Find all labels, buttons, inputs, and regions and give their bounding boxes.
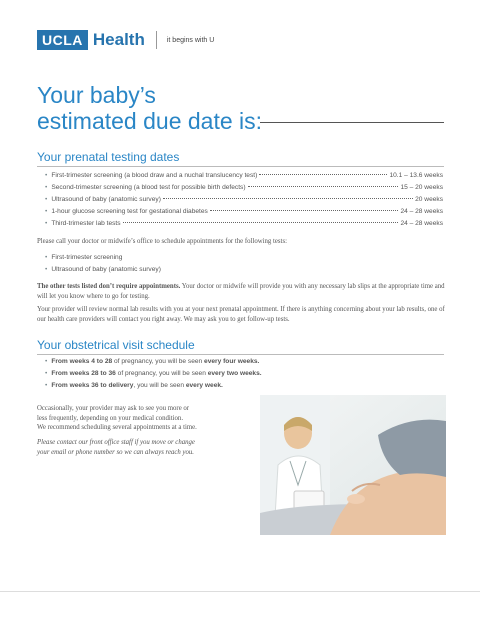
list-item: • Third-trimester lab tests 24 – 28 weeks bbox=[45, 220, 443, 227]
list-item: • First-trimester screening (a blood draw and a nuchal translucency test) 10.1 – 13.6 weeks bbox=[45, 172, 443, 179]
list-item: • From weeks 28 to 36 of pregnancy, you will be seen every two weeks. bbox=[45, 370, 262, 377]
visits-heading: Your obstetrical visit schedule bbox=[37, 338, 195, 352]
visit-schedule-list bbox=[45, 356, 262, 392]
testing-heading-rule bbox=[37, 166, 444, 167]
list-item: • From weeks 4 to 28 of pregnancy, you will be seen every four weeks. bbox=[45, 358, 260, 365]
prenatal-visit-photo bbox=[260, 395, 446, 535]
logo-ucla: UCLA bbox=[37, 30, 88, 50]
title-line-2: estimated due date is: bbox=[37, 108, 263, 134]
page-title bbox=[37, 82, 262, 134]
call-note: Please call your doctor or midwife’s office to schedule appointments for the following tests: bbox=[37, 238, 287, 245]
list-item: • 1-hour glucose screening test for gestational diabetes 24 – 28 weeks bbox=[45, 208, 443, 215]
testing-dates-list bbox=[45, 170, 443, 230]
due-date-blank-line bbox=[260, 122, 444, 123]
ucla-health-logo bbox=[37, 30, 214, 50]
logo-tagline: it begins with U bbox=[166, 36, 215, 44]
testing-heading: Your prenatal testing dates bbox=[37, 150, 180, 164]
schedule-tests-list bbox=[45, 252, 161, 276]
list-item: • First-trimester screening bbox=[45, 254, 123, 261]
title-line-1: Your baby’s bbox=[37, 82, 156, 108]
footer-rule bbox=[0, 591, 480, 592]
occasionally-note: Occasionally, your provider may ask to see you more or less frequently, depending on your medical condition. We recommend scheduling several appointments at a time. bbox=[37, 405, 197, 431]
other-tests-note: The other tests listed don’t require appointments. Your doctor or midwife will provide you with any necessary lab slips at the appropriate time and will let you know where to go for testing. bbox=[37, 283, 445, 300]
logo-divider bbox=[156, 31, 157, 49]
list-item: • Ultrasound of baby (anatomic survey) bbox=[45, 266, 161, 273]
logo-health: Health bbox=[92, 30, 145, 49]
visits-heading-rule bbox=[37, 354, 444, 355]
contact-note: Please contact our front office staff if you move or change your email or phone number so we can always reach you. bbox=[37, 439, 195, 456]
list-item: • Second-trimester screening (a blood test for possible birth defects) 15 – 20 weeks bbox=[45, 184, 443, 191]
list-item: • Ultrasound of baby (anatomic survey) 20 weeks bbox=[45, 196, 443, 203]
list-item: • From weeks 36 to delivery, you will be seen every week. bbox=[45, 382, 223, 389]
review-note: Your provider will review normal lab results with you at your next prenatal appointment. If there is anything concerning about your lab results, one of our health care providers will contact you right away. We may ask you to get follow-up tests. bbox=[37, 306, 445, 323]
